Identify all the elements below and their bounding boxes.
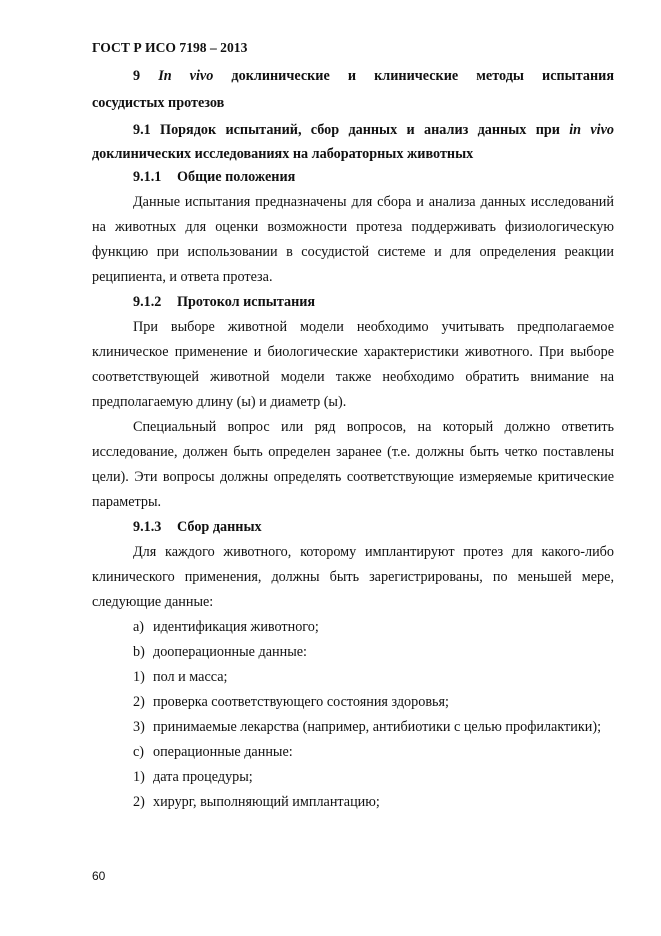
paragraph-line: клинического применения, должны быть зарегистрированы, по меньшей мере, — [92, 569, 614, 585]
section-9-1-1-heading — [133, 168, 614, 186]
section-9-italic: In vivo — [158, 68, 214, 84]
list-item-text: дата процедуры; — [153, 769, 253, 785]
list-item — [133, 793, 614, 811]
section-9-title: доклинические и клинические методы испытания — [231, 68, 615, 84]
list-marker: 1) — [133, 669, 145, 685]
list-item-text: проверка соответствующего состояния здоровья; — [153, 694, 449, 710]
paragraph-line: параметры. — [92, 494, 162, 510]
section-9-1-heading — [133, 121, 614, 139]
paragraph-line: реципиента, и ответа протеза. — [92, 269, 273, 285]
section-9-1-1-title: Общие положения — [177, 169, 296, 185]
list-item — [133, 693, 614, 711]
paragraph-line: Данные испытания предназначены для сбора и анализа данных исследований — [133, 194, 614, 210]
paragraph-line: предполагаемую длину (ы) и диаметр (ы). — [92, 394, 347, 410]
section-9-1-3-title: Сбор данных — [177, 519, 262, 535]
section-9-1-3-heading — [133, 518, 614, 536]
list-marker: a) — [133, 619, 145, 635]
list-item-text: дооперационные данные: — [153, 644, 307, 660]
list-marker: b) — [133, 644, 145, 660]
list-marker: 1) — [133, 769, 145, 785]
list-marker: c) — [133, 744, 145, 760]
document-header: ГОСТ Р ИСО 7198 – 2013 — [92, 40, 248, 55]
section-9-1-title: 9.1 Порядок испытаний, сбор данных и анализ данных при — [133, 122, 560, 138]
paragraph-line: исследование, должен быть определен заранее (т.е. должны быть четко поставлены — [92, 444, 614, 460]
page-number: 60 — [92, 869, 106, 883]
list-item — [133, 643, 614, 661]
list-item-text: хирург, выполняющий имплантацию; — [153, 794, 380, 810]
paragraph-line: функцию при использовании в сосудистой системе и для определения реакции — [92, 244, 614, 260]
section-9-1-italic: in vivo — [569, 122, 614, 138]
list-item — [133, 743, 614, 761]
paragraph-line: соответствующей животной модели также необходимо обратить внимание на — [92, 369, 614, 385]
list-item-text: идентификация животного; — [153, 619, 319, 635]
list-item — [133, 668, 614, 686]
list-item-text: пол и масса; — [153, 669, 228, 685]
section-9-1-3-number: 9.1.3 — [133, 519, 162, 535]
list-marker: 2) — [133, 694, 145, 710]
paragraph-line: клиническое применение и биологические характеристики животного. При выборе — [92, 344, 614, 360]
paragraph-line: на животных для оценки возможности протеза поддерживать физиологическую — [92, 219, 614, 235]
list-item — [133, 768, 614, 786]
section-9-number: 9 — [133, 68, 141, 84]
list-marker: 2) — [133, 794, 145, 810]
section-9-1-1-number: 9.1.1 — [133, 169, 162, 185]
section-9-heading — [133, 67, 614, 85]
list-item-text: принимаемые лекарства (например, антибиотики с целью профилактики); — [153, 719, 602, 735]
list-item-text: операционные данные: — [153, 744, 293, 760]
paragraph-line: Для каждого животного, которому имплантируют протез для какого-либо — [133, 544, 614, 560]
section-9-1-heading-cont: доклинических исследованиях на лабораторных животных — [92, 146, 474, 162]
paragraph-line: следующие данные: — [92, 594, 214, 610]
paragraph-line: Специальный вопрос или ряд вопросов, на который должно ответить — [133, 419, 614, 435]
paragraph-line: цели). Эти вопросы должны определять соответствующие измеряемые критические — [92, 469, 614, 485]
list-marker: 3) — [133, 719, 145, 735]
section-9-1-2-number: 9.1.2 — [133, 294, 162, 310]
list-item — [133, 618, 614, 636]
section-9-heading-cont: сосудистых протезов — [92, 95, 225, 111]
section-9-1-2-title: Протокол испытания — [177, 294, 316, 310]
list-item — [133, 718, 614, 736]
section-9-1-2-heading — [133, 293, 614, 311]
paragraph-line: При выборе животной модели необходимо учитывать предполагаемое — [133, 319, 614, 335]
